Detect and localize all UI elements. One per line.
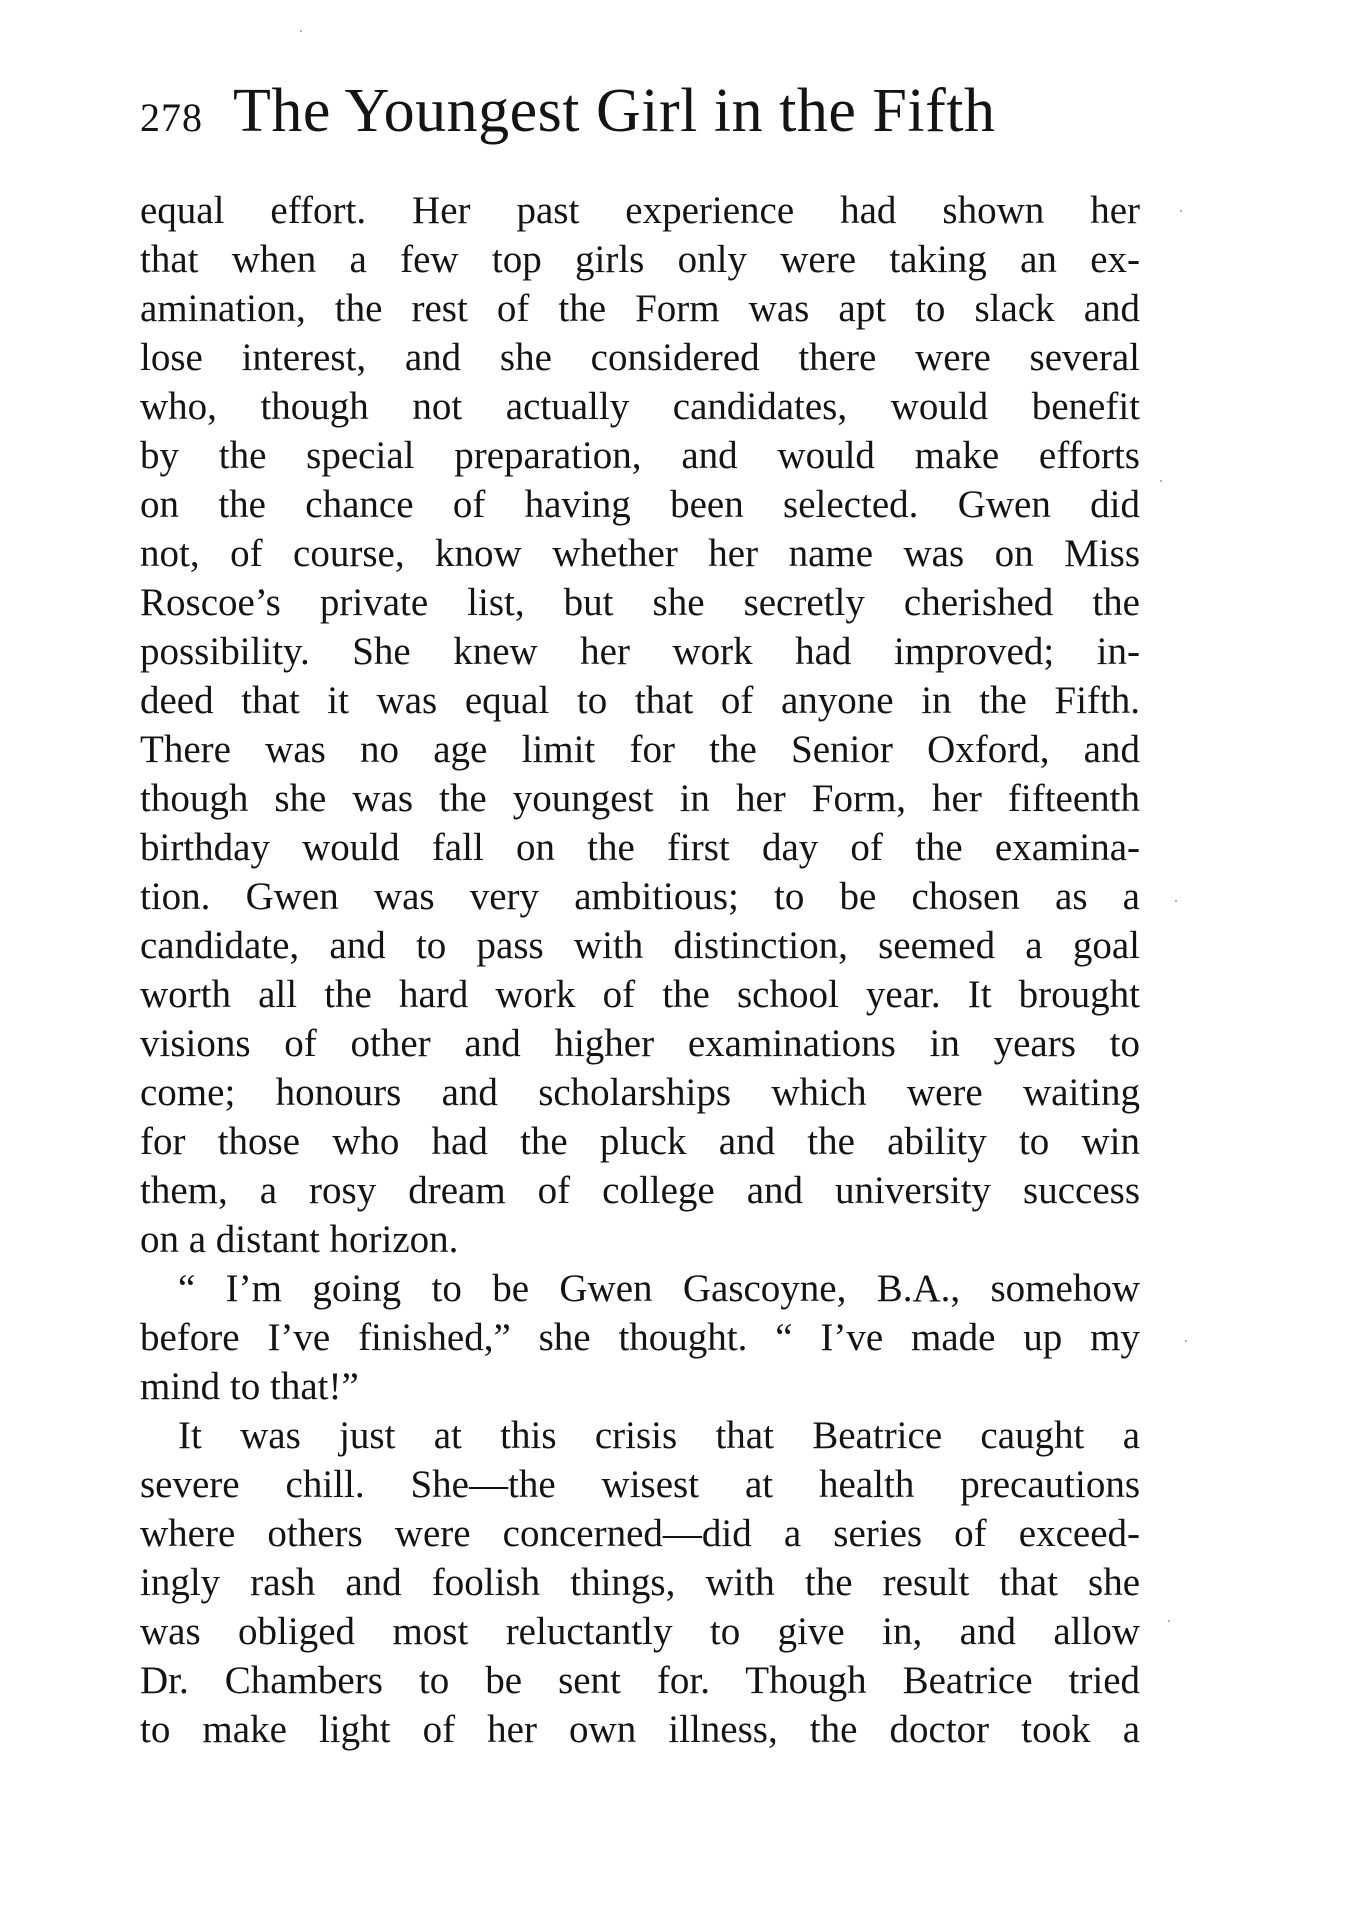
text-line: amination, the rest of the Form was apt to slack and <box>140 287 1140 330</box>
scan-speck <box>1160 480 1162 482</box>
text-line: though she was the youngest in her Form, her fifteenth <box>140 777 1140 820</box>
page-number: 278 <box>140 95 203 140</box>
text-line: who, though not actually candidates, would benefit <box>140 385 1140 428</box>
text-line: lose interest, and she considered there were several <box>140 336 1140 379</box>
text-line: severe chill. She—the wisest at health precautions <box>140 1463 1140 1506</box>
text-line: by the special preparation, and would make efforts <box>140 434 1140 477</box>
text-line: that when a few top girls only were taking an ex- <box>140 238 1140 281</box>
scan-speck <box>1175 900 1177 902</box>
text-line: candidate, and to pass with distinction, seemed a goal <box>140 924 1140 967</box>
text-line: was obliged most reluctantly to give in, and allow <box>140 1610 1140 1653</box>
scan-speck <box>1180 210 1182 212</box>
page-header <box>140 77 1140 145</box>
text-line: Dr. Chambers to be sent for. Though Beatrice tried <box>140 1659 1140 1702</box>
body-text <box>140 186 1140 1754</box>
text-line: There was no age limit for the Senior Oxford, and <box>140 728 1140 771</box>
text-line: deed that it was equal to that of anyone in the Fifth. <box>140 679 1140 722</box>
text-line: them, a rosy dream of college and university success <box>140 1169 1140 1212</box>
scan-speck <box>1185 1340 1187 1342</box>
text-line: visions of other and higher examinations in years to <box>140 1022 1140 1065</box>
text-line: where others were concerned—did a series of exceed- <box>140 1512 1140 1555</box>
text-line: mind to that!” <box>140 1365 359 1408</box>
text-line: on a distant horizon. <box>140 1218 459 1261</box>
text-line: for those who had the pluck and the ability to win <box>140 1120 1140 1163</box>
text-line: to make light of her own illness, the doctor took a <box>140 1708 1140 1751</box>
text-line: birthday would fall on the first day of the examina- <box>140 826 1140 869</box>
text-line: “ I’m going to be Gwen Gascoyne, B.A., somehow <box>178 1267 1140 1310</box>
running-title: The Youngest Girl in the Fifth <box>233 77 996 145</box>
text-line: worth all the hard work of the school year. It brought <box>140 973 1140 1016</box>
text-line: Roscoe’s private list, but she secretly cherished the <box>140 581 1140 624</box>
text-line: tion. Gwen was very ambitious; to be chosen as a <box>140 875 1140 918</box>
scan-speck <box>300 30 302 32</box>
text-line: possibility. She knew her work had improved; in- <box>140 630 1140 673</box>
text-line: It was just at this crisis that Beatrice caught a <box>178 1414 1140 1457</box>
text-line: not, of course, know whether her name was on Miss <box>140 532 1140 575</box>
text-line: on the chance of having been selected. Gwen did <box>140 483 1140 526</box>
text-line: come; honours and scholarships which were waiting <box>140 1071 1140 1114</box>
text-line: before I’ve finished,” she thought. “ I’ve made up my <box>140 1316 1140 1359</box>
text-line: equal effort. Her past experience had shown her <box>140 189 1140 232</box>
text-line: ingly rash and foolish things, with the result that she <box>140 1561 1140 1604</box>
scan-speck <box>1168 1620 1170 1622</box>
